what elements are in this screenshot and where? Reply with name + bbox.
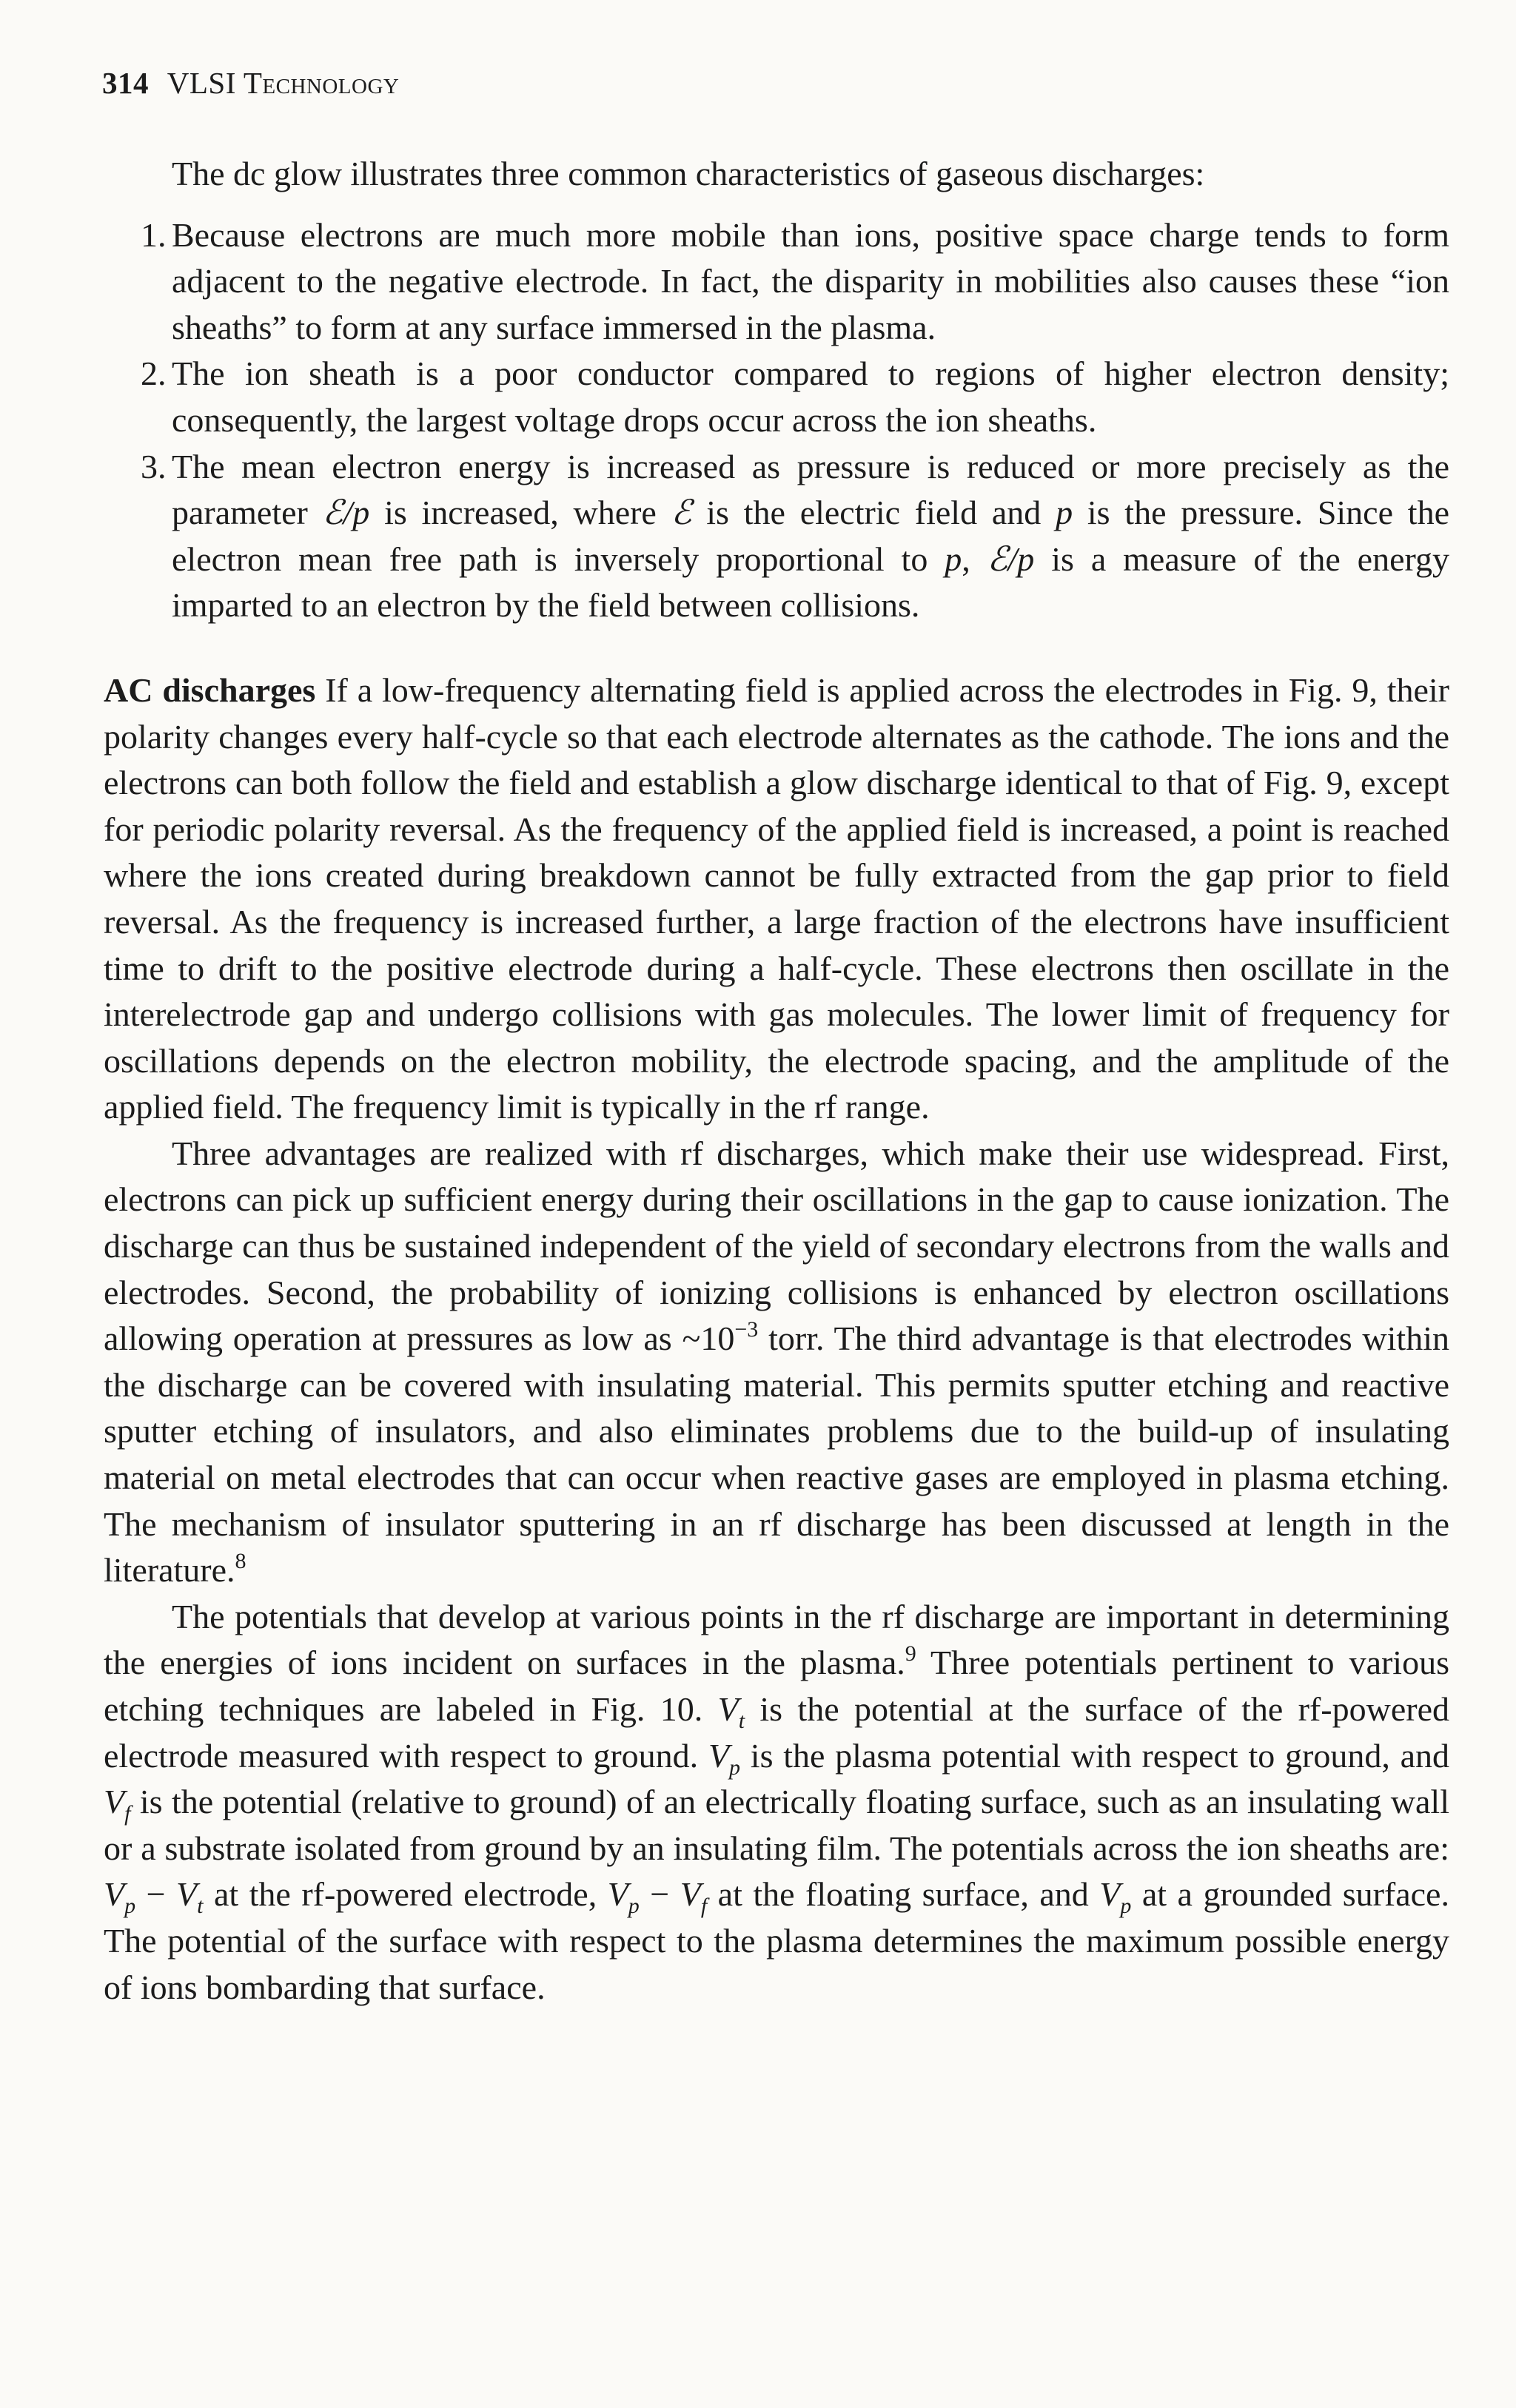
intro-sentence: The dc glow illustrates three common characteristics of gaseous discharges: (172, 155, 1205, 192)
list-item (104, 212, 1449, 352)
running-head-title: VLSI Technology (167, 66, 400, 100)
ac-discharges-paragraph: AC discharges If a low-frequency alternating field is applied across the electrodes in Fig. 9, their polarity changes every half-cycle so that each electrode alternates as the cathode. The ions and the electrons can both follow the field and establish a glow discharge identical to that of Fig. 9, except for periodic polarity reversal. As the frequency of the applied field is increased, a point is reached where the ions created during breakdown cannot be fully extracted from the gap prior to field reversal. As the frequency is increased further, a large fraction of the electrons have insufficient time to drift to the positive electrode during a half-cycle. These electrons then oscillate in the interelectrode gap and undergo collisions with gas molecules. The lower limit of frequency for oscillations depends on the electron mobility, the electrode spacing, and the amplitude of the applied field. The frequency limit is typically in the rf range. (104, 670, 1449, 1126)
running-head (102, 65, 399, 101)
rf-advantages-paragraph: Three advantages are realized with rf discharges, which make their use widespread. First, electrons can pick up sufficient energy during their oscillations in the gap to cause ionization. The discharge can thus be sustained independent of the yield of secondary electrons from the walls and electrodes. Second, the probability of ionizing collisions is enhanced by electron oscillations allowing operation at pressures as low as $\sim 10^{-3}$ torr. The third advantage is that electrodes within the discharge can be covered with insulating material. This permits sputter etching and reactive sputter etching of insulators, and also eliminates problems due to the build-up of insulating material on metal electrodes that can occur when reactive gases are employed in plasma etching. The mechanism of insulator sputtering in an rf discharge has been discussed at length in the literature.$^8$ (104, 1134, 1449, 1590)
page-body (104, 151, 1449, 2011)
list-item-text: The ion sheath is a poor conductor compared to regions of higher electron density; consequently, the largest voltage drops occur across the ion sheaths. (172, 354, 1449, 439)
list-number: 1. (141, 215, 167, 254)
potentials-paragraph: The potentials that develop at various points in the rf discharge are important in determining the energies of ions incident on surfaces in the plasma.$^9$ Three potentials pertinent to various etching techniques are labeled in Fig. 10. $V_t$ is the potential at the surface of the rf-powered electrode measured with respect to ground. $V_p$ is the plasma potential with respect to ground, and $V_f$ is the potential (relative to ground) of an electrically floating surface, such as an insulating wall or a substrate isolated from ground by an insulating film. The potentials across the ion sheaths are: $V_p - V_t$ at the rf-powered electrode, $V_p - V_f$ at the floating surface, and $V_p$ at a grounded surface. The potential of the surface with respect to the plasma determines the maximum possible energy of ions bombarding that surface. (104, 1597, 1449, 2006)
footnote-ref: 9 (905, 1641, 916, 1667)
characteristics-list (104, 212, 1449, 629)
list-item-text: Because electrons are much more mobile than ions, positive space charge tends to form adjacent to the negative electrode. In fact, the disparity in mobilities also causes these “ion sheaths” to form at any surface immersed in the plasma. (172, 215, 1449, 346)
list-item-text: The mean electron energy is increased as pressure is reduced or more precisely as the parameter ℰ/p is increased, where ℰ is the electric field and p is the pressure. Since the electron mean free path is inversely proportional to p, ℰ/p is a measure of the energy imparted to an electron by the field between collisions. (172, 447, 1449, 625)
page-number: 314 (102, 66, 149, 100)
list-item (104, 444, 1449, 629)
footnote-ref: 8 (235, 1549, 246, 1574)
list-number: 2. (141, 354, 167, 393)
section-run-in-heading: AC discharges (104, 670, 316, 709)
list-number: 3. (141, 447, 167, 485)
list-item (104, 351, 1449, 443)
